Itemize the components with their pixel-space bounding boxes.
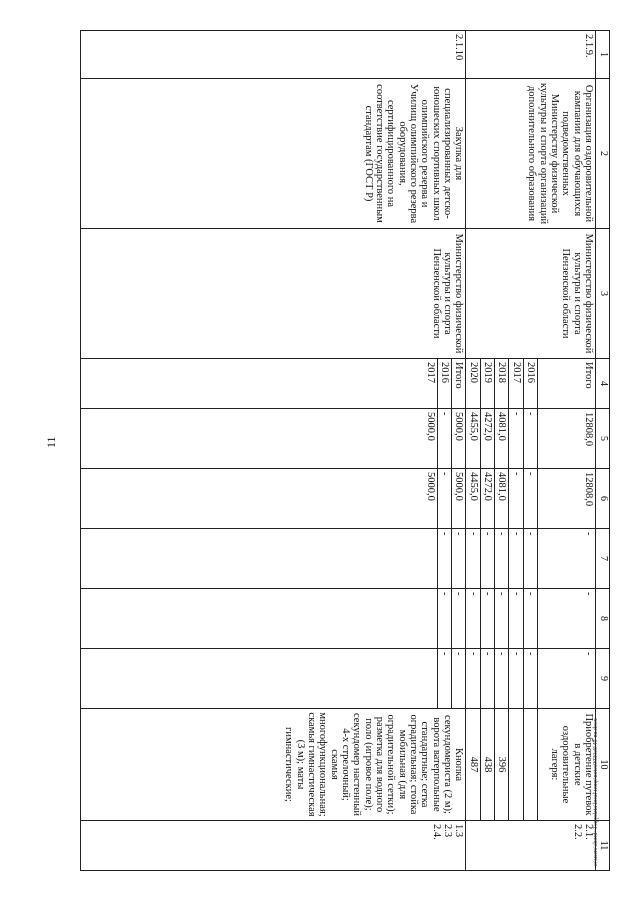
result-value-cell: 396 bbox=[495, 709, 509, 821]
value-cell: - bbox=[523, 649, 537, 709]
measures-table-wrapper bbox=[80, 30, 610, 870]
value-cell: - bbox=[466, 589, 480, 649]
indicator-cell: 2.1. 2.2. bbox=[466, 821, 596, 871]
measure-executor: Министерство физической культуры и спорта Пензенской области bbox=[81, 229, 466, 359]
value-cell: - bbox=[480, 649, 494, 709]
value-cell: 12808,0 bbox=[538, 409, 596, 469]
col-number: 10 bbox=[596, 709, 610, 821]
year-cell: 2017 bbox=[81, 359, 438, 409]
year-cell: 2016 bbox=[523, 359, 537, 409]
year-cell: Итого bbox=[452, 359, 466, 409]
value-cell: - bbox=[523, 409, 537, 469]
result-value-cell: 438 bbox=[480, 709, 494, 821]
year-cell: 2016 bbox=[437, 359, 451, 409]
value-cell: - bbox=[452, 649, 466, 709]
result-value-cell: 487 bbox=[466, 709, 480, 821]
value-cell: 4455,0 bbox=[466, 409, 480, 469]
value-cell bbox=[81, 649, 438, 709]
value-cell: - bbox=[437, 589, 451, 649]
col-number: 5 bbox=[596, 409, 610, 469]
measure-code: 2.1.10 bbox=[81, 31, 466, 79]
value-cell: - bbox=[452, 529, 466, 589]
value-cell: - bbox=[538, 529, 596, 589]
col-number: 2 bbox=[596, 79, 610, 229]
col-number: 7 bbox=[596, 529, 610, 589]
indicator-cell: 1.3 2.3 2.4. bbox=[81, 821, 466, 871]
value-cell: - bbox=[509, 409, 523, 469]
value-cell: 4081,0 bbox=[495, 469, 509, 529]
value-cell: - bbox=[495, 649, 509, 709]
year-cell: 2017 bbox=[509, 359, 523, 409]
col-number: 8 bbox=[596, 589, 610, 649]
table-row bbox=[538, 31, 596, 871]
value-cell: - bbox=[509, 529, 523, 589]
value-cell: - bbox=[523, 529, 537, 589]
value-cell: - bbox=[480, 529, 494, 589]
value-cell: 4455,0 bbox=[466, 469, 480, 529]
footer-file-path: c:\users\sbord~1\appdata\local\temp\notes0030e8\49-nu.docx bbox=[593, 718, 599, 866]
value-cell: 4272,0 bbox=[480, 469, 494, 529]
year-cell: 2020 bbox=[466, 359, 480, 409]
value-cell bbox=[81, 589, 438, 649]
year-cell: Итого bbox=[538, 359, 596, 409]
measures-table bbox=[80, 30, 610, 871]
value-cell: - bbox=[452, 589, 466, 649]
value-cell: - bbox=[437, 469, 451, 529]
value-cell: - bbox=[509, 469, 523, 529]
value-cell: - bbox=[437, 649, 451, 709]
col-number: 1 bbox=[596, 31, 610, 79]
value-cell: 4272,0 bbox=[480, 409, 494, 469]
measure-name: Организация оздоровительной кампании для обучающихся подведомственных Министерству физической культуры и спорта организаций дополнительного образования bbox=[466, 79, 596, 229]
col-number: 9 bbox=[596, 649, 610, 709]
value-cell: 5000,0 bbox=[81, 409, 438, 469]
col-number: 11 bbox=[596, 821, 610, 871]
measure-executor: Министерство физической культуры и спорта Пензенской области bbox=[466, 229, 596, 359]
col-number: 3 bbox=[596, 229, 610, 359]
value-cell: - bbox=[437, 529, 451, 589]
year-cell: 2018 bbox=[495, 359, 509, 409]
col-number: 4 bbox=[596, 359, 610, 409]
value-cell: 4081,0 bbox=[495, 409, 509, 469]
value-cell: - bbox=[437, 409, 451, 469]
table-row bbox=[452, 31, 466, 871]
result-value-cell bbox=[523, 709, 537, 821]
value-cell bbox=[81, 529, 438, 589]
result-cell: Приобретение путевок в детские оздоровительные лагеря: bbox=[538, 709, 596, 821]
measure-name: Закупка для специализированных детско-юношеских спортивных школ олимпийского резерва и Училищ олимпийского резерва оборудования, сертифицированного на соответствие государственным стандартам (ГОСТ Р) bbox=[81, 79, 466, 229]
result-cell: Кнопка секундомериста (2 м); ворота ватерпольные стандартные; сетка оградительная; стойка мобильная (для оградительной сетки); разметка для водного поло (игровое поле); секундомер настенный 4-х стрелочный; скамья многофункциональная; скамья гимнастическая (3 м); маты гимнастические; bbox=[81, 709, 466, 821]
value-cell: 5000,0 bbox=[452, 469, 466, 529]
value-cell: - bbox=[466, 649, 480, 709]
value-cell: - bbox=[509, 589, 523, 649]
value-cell: - bbox=[495, 589, 509, 649]
value-cell: - bbox=[538, 589, 596, 649]
value-cell: - bbox=[480, 589, 494, 649]
value-cell: 5000,0 bbox=[452, 409, 466, 469]
year-cell: 2019 bbox=[480, 359, 494, 409]
value-cell: 5000,0 bbox=[81, 469, 438, 529]
value-cell: - bbox=[466, 529, 480, 589]
value-cell: - bbox=[523, 589, 537, 649]
value-cell: - bbox=[509, 649, 523, 709]
value-cell: - bbox=[495, 529, 509, 589]
result-value-cell bbox=[509, 709, 523, 821]
col-number: 6 bbox=[596, 469, 610, 529]
measure-code: 2.1.9. bbox=[466, 31, 596, 79]
value-cell: - bbox=[538, 649, 596, 709]
value-cell: 12808,0 bbox=[538, 469, 596, 529]
value-cell: - bbox=[523, 469, 537, 529]
page-number: 11 bbox=[44, 436, 58, 448]
